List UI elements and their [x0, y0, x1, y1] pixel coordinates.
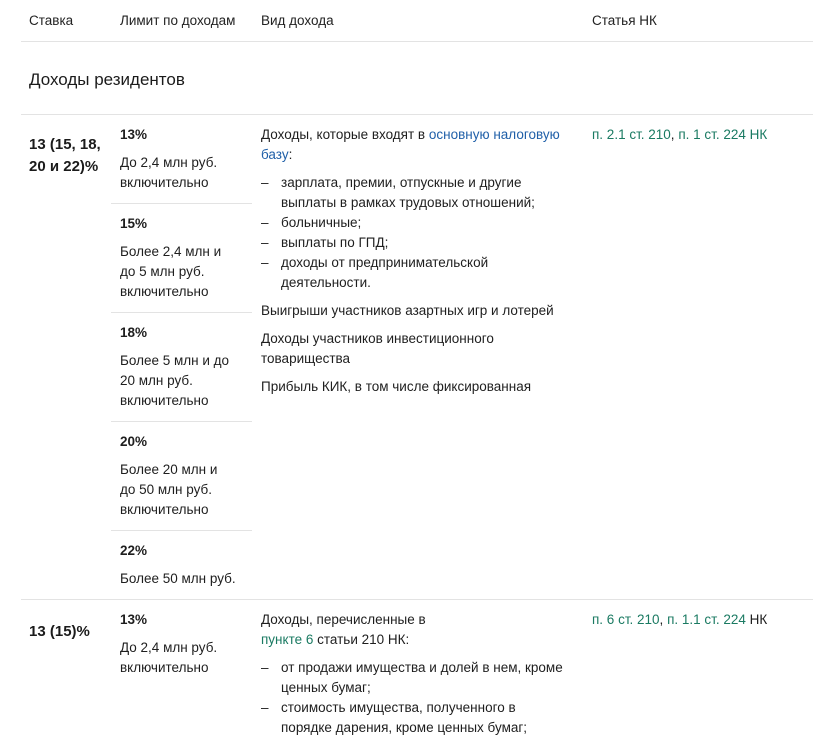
- intro-text: Доходы, которые входят в: [261, 127, 429, 142]
- tier-percent: 22%: [120, 543, 148, 558]
- header-nk-article: Статья НК: [592, 13, 657, 28]
- tier-divider: [111, 421, 252, 422]
- tier-divider: [111, 312, 252, 313]
- header-divider: [21, 41, 813, 42]
- nk-link[interactable]: п. 6 ст. 210: [592, 612, 660, 627]
- list-item: – больничные;: [261, 213, 579, 233]
- limit-tier: [120, 541, 252, 589]
- base-link[interactable]: основную налоговую базу: [261, 127, 560, 162]
- tier-divider: [111, 203, 252, 204]
- tier-text: Более 5 млн и до 20 млн руб. включительно: [120, 353, 230, 408]
- tier-text: Более 2,4 млн и до 5 млн руб. включительно: [120, 244, 222, 299]
- tier-text: Более 20 млн и до 50 млн руб. включительно: [120, 462, 218, 517]
- income-type-cell: [261, 610, 579, 746]
- nk-article-cell: [592, 610, 767, 630]
- tier-percent: 18%: [120, 325, 148, 340]
- list-item: – зарплата, премии, отпускные и другие выплаты в рамках трудовых отношений;: [261, 173, 579, 213]
- tier-divider: [111, 530, 252, 531]
- tier-percent: 13%: [120, 127, 148, 142]
- nk-separator: ,: [670, 127, 679, 142]
- tier-text: Более 50 млн руб.: [120, 571, 236, 586]
- income-paragraph: Выигрыши участников азартных игр и лотерей: [261, 303, 554, 318]
- nk-link[interactable]: п. 1.1 ст. 224: [667, 612, 746, 627]
- tier-percent: 20%: [120, 434, 148, 449]
- intro-text-end: статьи 210 НК:: [313, 632, 410, 647]
- tier-percent: 13%: [120, 612, 148, 627]
- income-list: [261, 658, 579, 738]
- rate-cell: 13 (15)%: [29, 623, 90, 640]
- income-paragraph: Доходы участников инвестиционного товарищества: [261, 331, 494, 366]
- section-divider: [21, 114, 813, 115]
- nk-link[interactable]: п. 2.1 ст. 210: [592, 127, 671, 142]
- nk-article-cell: [592, 125, 767, 145]
- tier-text: До 2,4 млн руб. включительно: [120, 155, 218, 190]
- income-list: [261, 173, 579, 293]
- limit-tier: [120, 610, 252, 678]
- income-type-cell: [261, 125, 579, 405]
- nk-tail: НК: [745, 612, 768, 627]
- header-income-type: Вид дохода: [261, 13, 334, 28]
- tier-percent: 15%: [120, 216, 148, 231]
- limit-tier: [120, 214, 252, 302]
- nk-separator: ,: [659, 612, 668, 627]
- rate-cell: 13 (15, 18, 20 и 22)%: [29, 136, 101, 175]
- nk-link[interactable]: п. 1 ст. 224 НК: [678, 127, 768, 142]
- tier-text: До 2,4 млн руб. включительно: [120, 640, 218, 675]
- header-rate: Ставка: [29, 13, 74, 28]
- clause-link[interactable]: пункте 6: [261, 632, 314, 647]
- list-item: – выплаты по ГПД;: [261, 233, 579, 253]
- list-item: – стоимость имущества, полученного в порядке дарения, кроме ценных бумаг;: [261, 698, 579, 738]
- list-item: – доходы от предпринимательской деятельности.: [261, 253, 579, 293]
- limit-tier: [120, 125, 252, 193]
- limit-tier: [120, 323, 252, 411]
- intro-text-end: :: [288, 147, 293, 162]
- intro-text: Доходы, перечисленные в: [261, 612, 426, 627]
- section-title: Доходы резидентов: [29, 70, 185, 89]
- row-divider: [21, 599, 813, 600]
- income-intro: [261, 125, 579, 165]
- income-paragraph: Прибыль КИК, в том числе фиксированная: [261, 379, 532, 394]
- header-limit: Лимит по доходам: [120, 13, 236, 28]
- limit-tier: [120, 432, 252, 520]
- income-intro: [261, 610, 579, 650]
- list-item: – от продажи имущества и долей в нем, кроме ценных бумаг;: [261, 658, 579, 698]
